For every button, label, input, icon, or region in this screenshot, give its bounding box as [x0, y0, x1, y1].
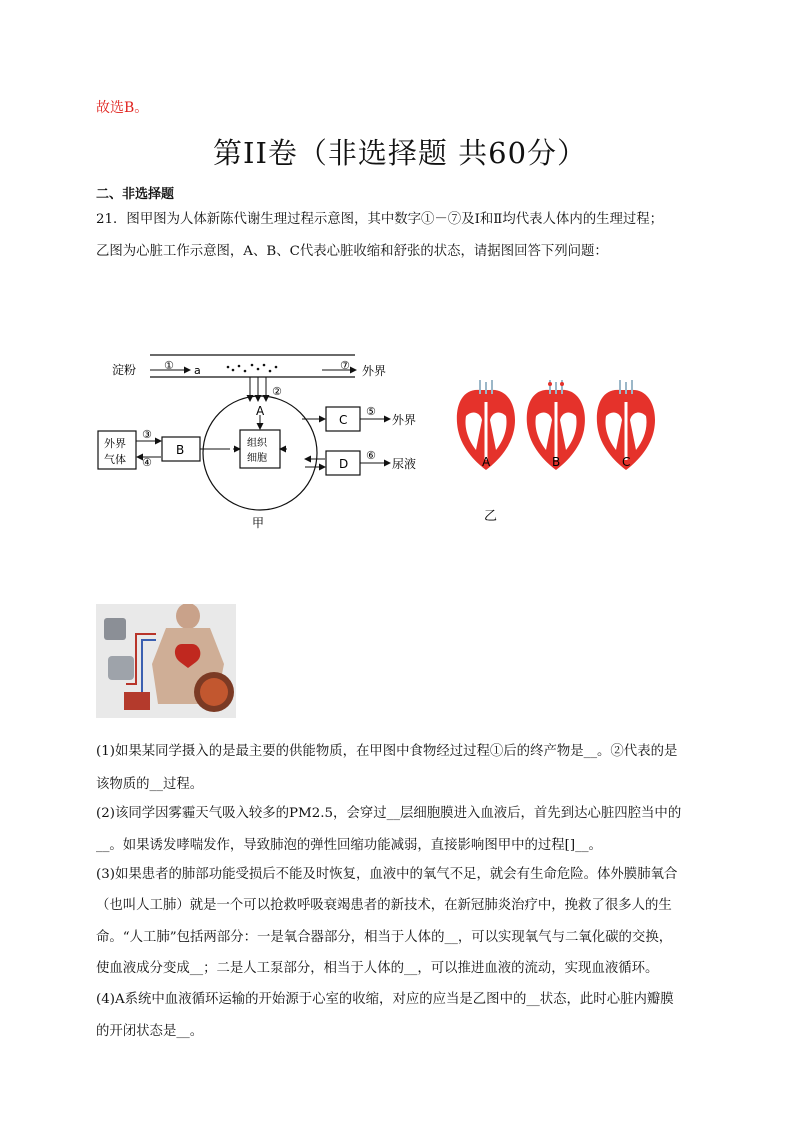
- label-n1: ①: [164, 359, 174, 372]
- q4-line2: 的开闭状态是__。: [96, 1024, 204, 1039]
- q1-line1: (1)如果某同学摄入的是最主要的供能物质，在甲图中食物经过过程①后的终产物是__。②代表的是: [96, 744, 678, 759]
- section-heading: 二、非选择题: [96, 187, 175, 202]
- label-n3: ③: [142, 428, 152, 441]
- q3-line3: 命。“人工肺”包括两部分：一是氧合器部分，相当于人体的__，可以实现氧气与二氧化碳的交换，: [96, 930, 673, 945]
- q2-line2: __。如果诱发哮喘发作，导致肺泡的弹性回缩功能减弱，直接影响图甲中的过程[]__。: [96, 838, 602, 853]
- diagram-jia-caption: 甲: [252, 516, 265, 530]
- ecmo-illustration: [96, 604, 236, 718]
- q3-line4: 使血液成分变成__；二是人工泵部分，相当于人体的__，可以推进血液的流动，实现血液循环。: [96, 961, 659, 976]
- q1-line2: 该物质的__过程。: [96, 777, 204, 792]
- question-stem-line2: 乙图为心脏工作示意图，A、B、C代表心脏收缩和舒张的状态，请据图回答下列问题：: [96, 244, 608, 259]
- diagram-yi-caption: 乙: [484, 509, 498, 524]
- label-tissue-cell-2: 细胞: [247, 453, 267, 464]
- label-n2: ②: [272, 385, 282, 398]
- label-n7: ⑦: [340, 359, 350, 372]
- q4-line1: (4)A系统中血液循环运输的开始源于心室的收缩，对应的应当是乙图中的__状态，此时心脏内瓣膜: [96, 992, 674, 1007]
- label-outside-top: 外界: [362, 364, 387, 378]
- label-n4: ④: [142, 456, 152, 469]
- q3-line1: (3)如果患者的肺部功能受损后不能及时恢复，血液中的氧气不足，就会有生命危险。体外膜肺氧合: [96, 867, 678, 882]
- label-n6: ⑥: [366, 449, 376, 462]
- label-urine: 尿液: [392, 457, 417, 471]
- heart-label-C: C: [622, 455, 631, 469]
- label-D: D: [339, 457, 349, 471]
- question-stem-line1: 21．图甲图为人体新陈代谢生理过程示意图，其中数字①－⑦及Ⅰ和Ⅱ均代表人体内的生理过程；: [96, 212, 664, 227]
- label-external-gas-2: 气体: [104, 453, 126, 466]
- label-n5: ⑤: [366, 405, 376, 418]
- label-B: B: [176, 443, 185, 457]
- label-external-gas-1: 外界: [104, 437, 126, 450]
- label-outside-right: 外界: [392, 413, 417, 427]
- label-starch: 淀粉: [112, 363, 137, 377]
- nutrient-dots: [227, 364, 278, 373]
- section-title: 第II卷（非选择题 共60分）: [212, 136, 588, 170]
- diagram-jia: [90, 345, 420, 535]
- q3-line2: （也叫人工肺）就是一个可以抢救呼吸衰竭患者的新技术，在新冠肺炎治疗中，挽救了很多人的生: [96, 898, 672, 913]
- q2-line1: (2)该同学因雾霾天气吸入较多的PM2.5，会穿过__层细胞膜进入血液后，首先到达心脏四腔当中的: [96, 806, 682, 821]
- diagram-yi: [440, 370, 660, 530]
- heart-label-A: A: [482, 455, 491, 469]
- answer-note: 故选B。: [96, 100, 149, 116]
- label-a: a: [194, 364, 201, 377]
- heart-label-B: B: [552, 455, 561, 469]
- label-A: A: [256, 404, 265, 418]
- label-tissue-cell-1: 组织: [247, 438, 267, 449]
- label-C: C: [339, 413, 348, 427]
